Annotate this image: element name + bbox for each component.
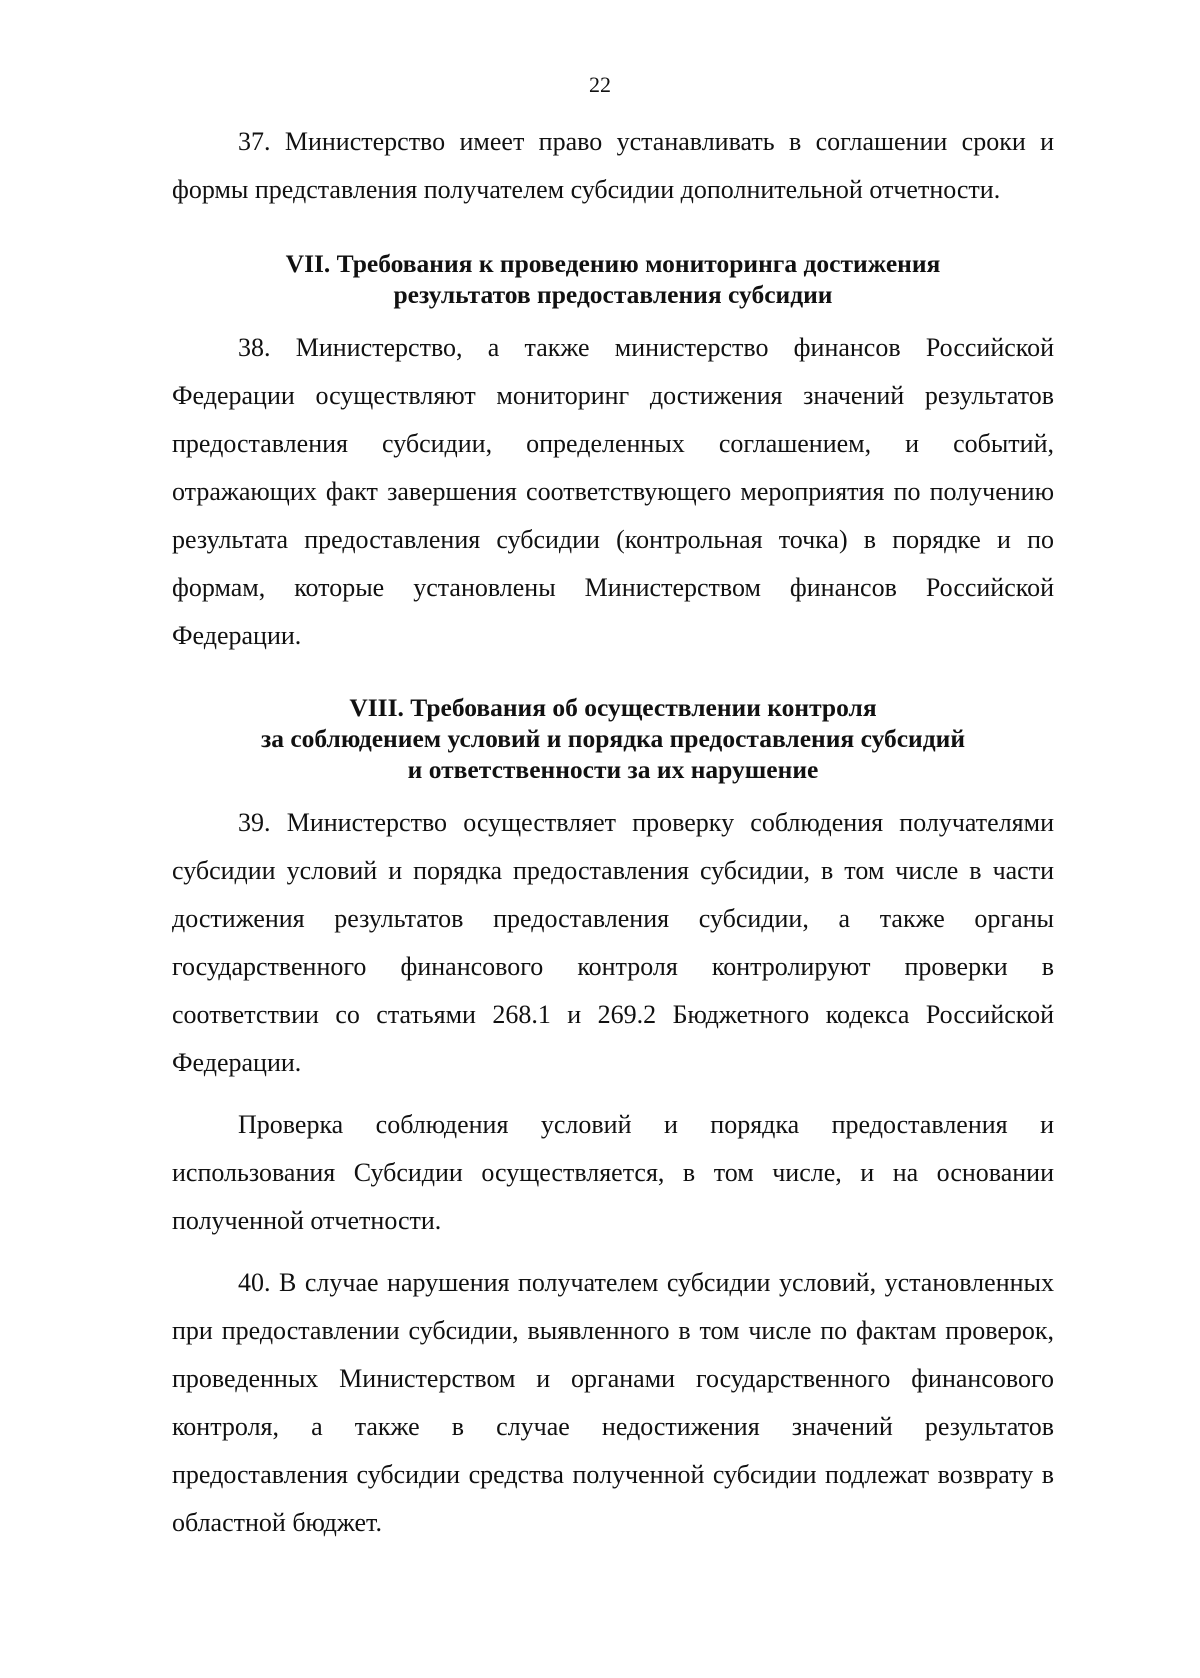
- paragraph-40: 40. В случае нарушения получателем субсидии условий, установленных при предоставлении субсидии, выявленного в том числе по фактам проверок, проведенных Министерством и органами государственного финансового контроля, а также в случае недостижения значений результатов предоставления субсидии средства полученной субсидии подлежат возврату в областной бюджет.: [172, 1268, 1054, 1537]
- page-number: 22: [589, 72, 611, 97]
- section-heading-vii-line-1: VII. Требования к проведению мониторинга достижения: [285, 249, 941, 278]
- section-heading-vii: [172, 248, 1054, 310]
- section-heading-viii-line-2: за соблюдением условий и порядка предоставления субсидий: [260, 724, 966, 753]
- paragraph-39: 39. Министерство осуществляет проверку соблюдения получателями субсидии условий и порядка предоставления субсидии, в том числе в части достижения результатов предоставления субсидии, а также органы государственного финансового контроля контролируют проверки в соответствии со статьями 268.1 и 269.2 Бюджетного кодекса Российской Федерации.: [172, 808, 1054, 1077]
- section-heading-vii-line-2: результатов предоставления субсидии: [393, 280, 833, 309]
- paragraph-37: 37. Министерство имеет право устанавливать в соглашении сроки и формы представления получателем субсидии дополнительной отчетности.: [172, 127, 1054, 204]
- paragraph-39-check: Проверка соблюдения условий и порядка предоставления и использования Субсидии осуществляется, в том числе, и на основании полученной отчетности.: [172, 1110, 1054, 1235]
- section-heading-viii-line-1: VIII. Требования об осуществлении контроля: [349, 693, 877, 722]
- paragraph-38: 38. Министерство, а также министерство финансов Российской Федерации осуществляют мониторинг достижения значений результатов предоставления субсидии, определенных соглашением, и событий, отражающих факт завершения соответствующего мероприятия по получению результата предоставления субсидии (контрольная точка) в порядке и по формам, которые установлены Министерством финансов Российской Федерации.: [172, 333, 1054, 650]
- document-body: [172, 118, 1054, 1547]
- section-heading-viii: [172, 692, 1054, 785]
- section-heading-viii-line-3: и ответственности за их нарушение: [407, 755, 819, 784]
